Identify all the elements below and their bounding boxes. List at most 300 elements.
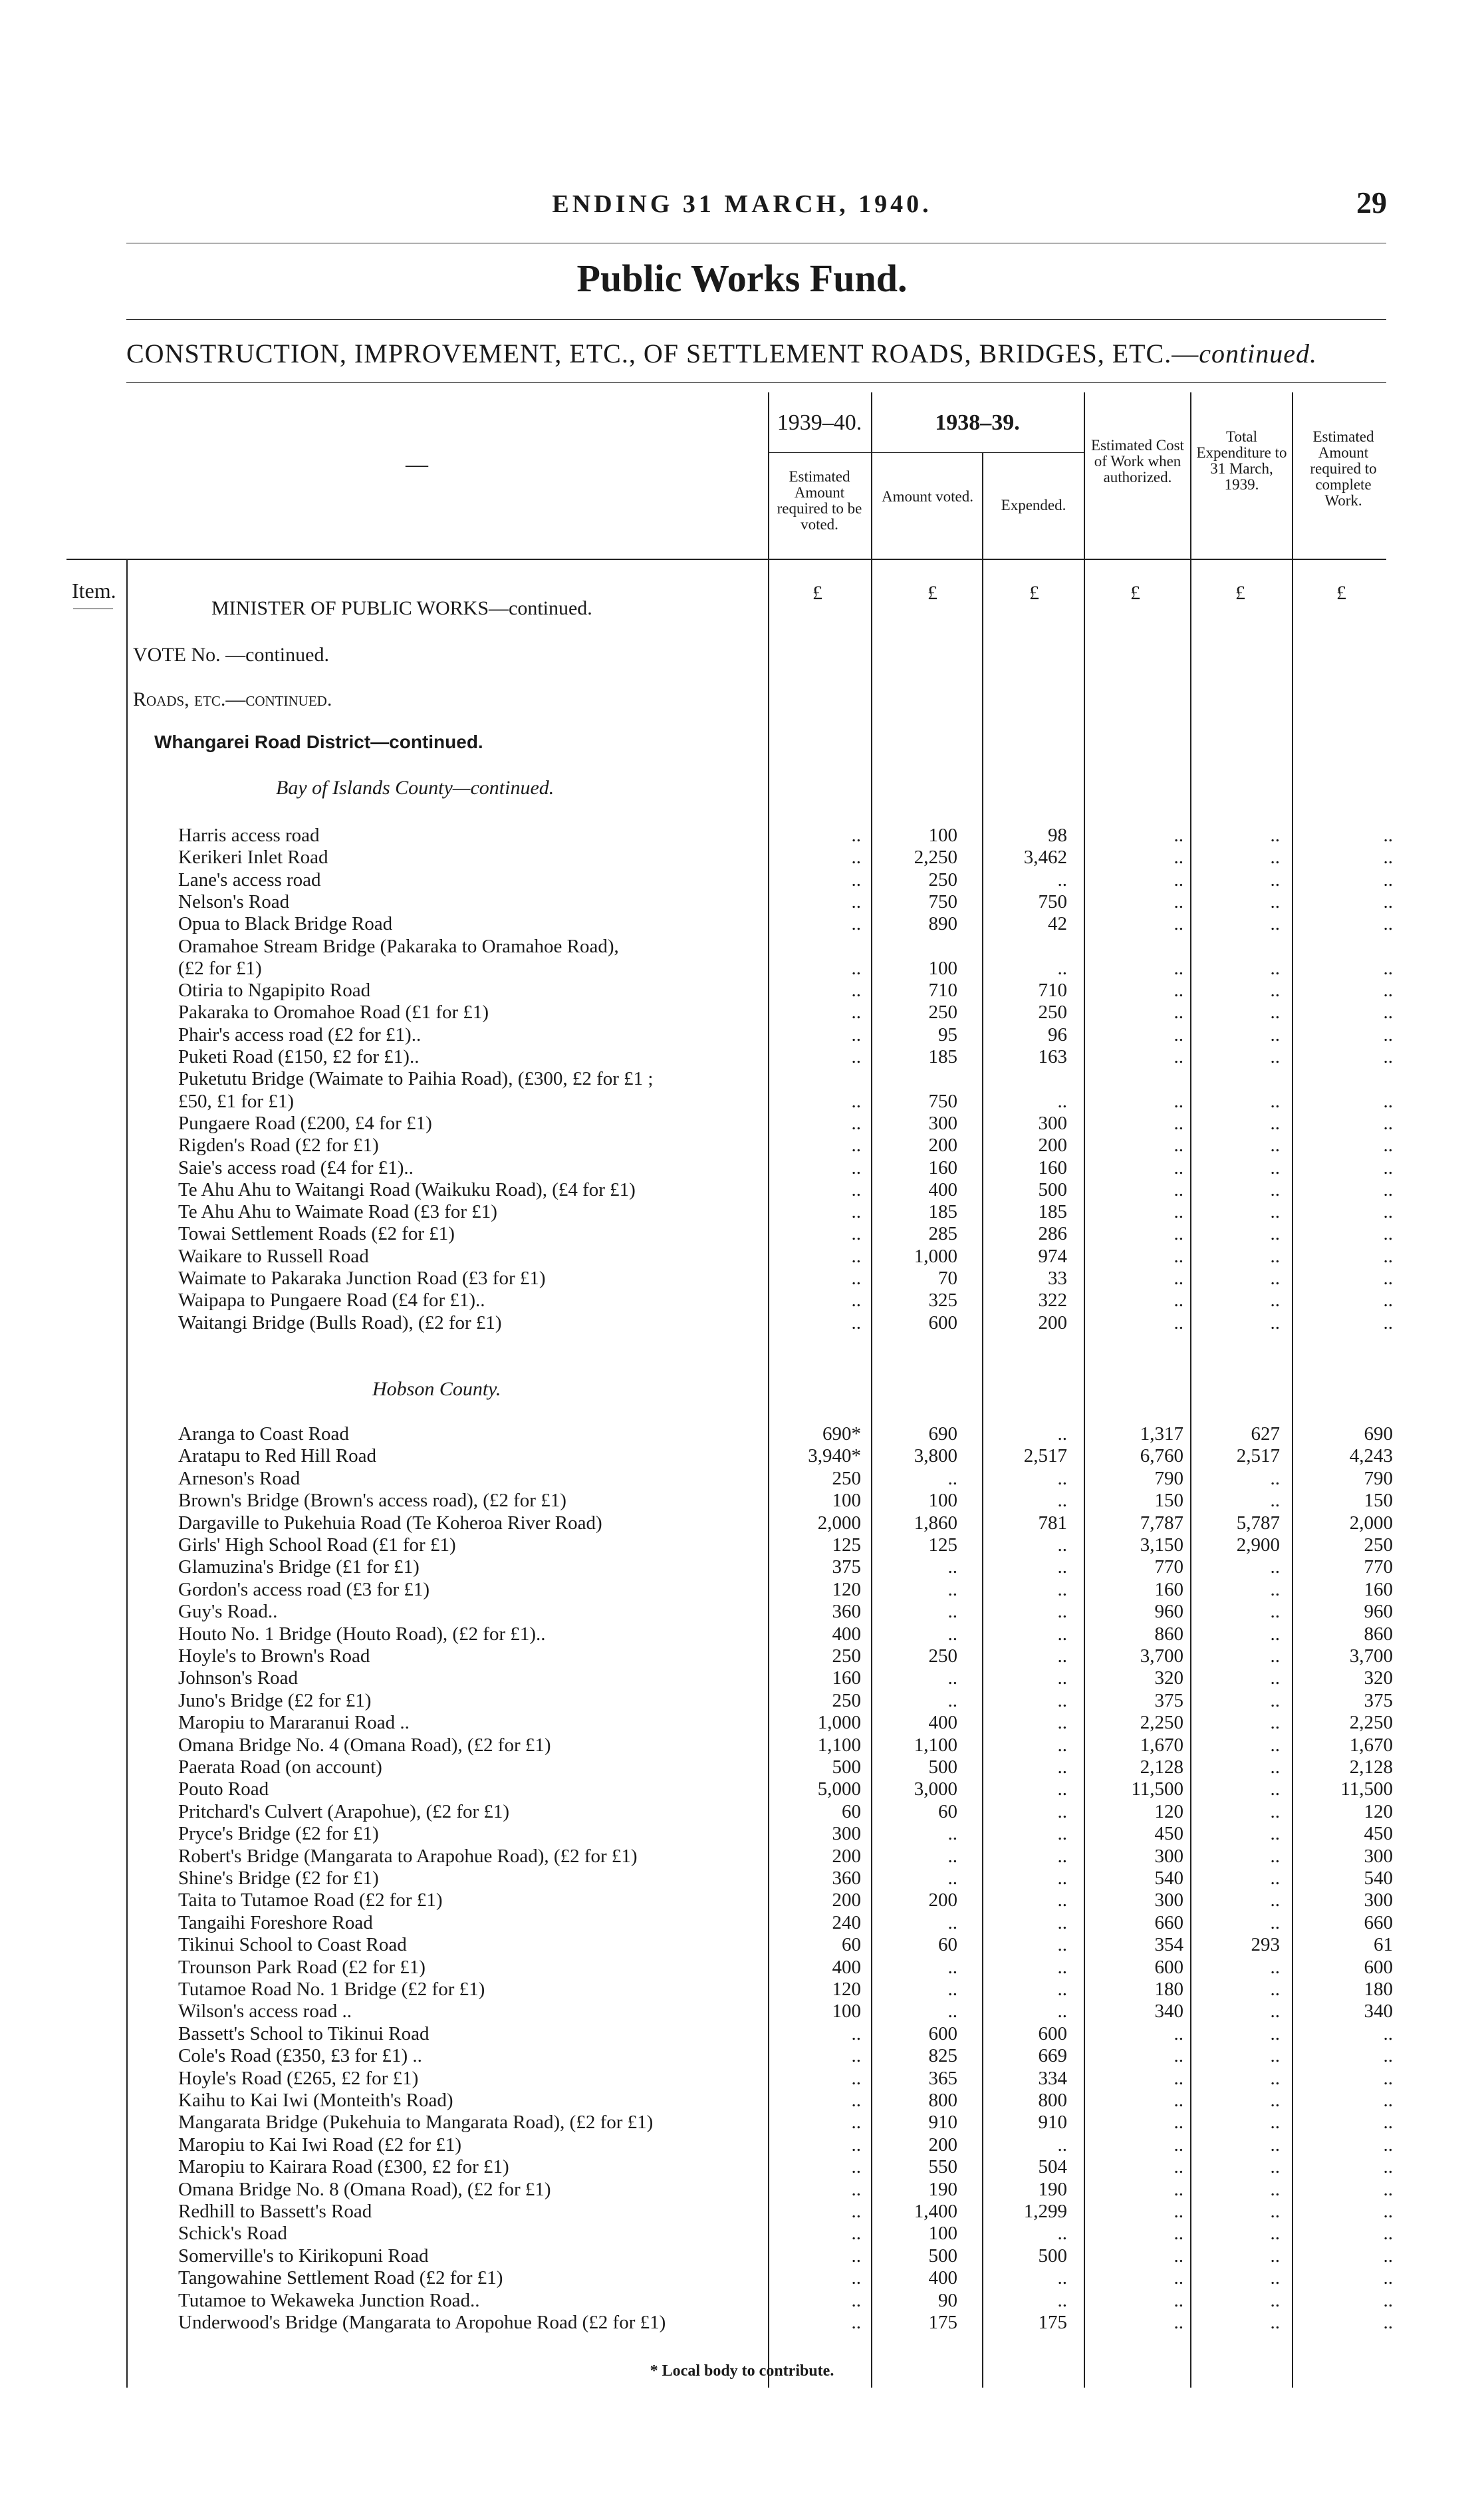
row-cell-c1: .. [851,2312,861,2333]
row-cell-c1: .. [851,2267,861,2289]
row-cell-c5: .. [1270,1712,1280,1734]
row-cell-c1: 60 [842,1934,861,1956]
row-item-name: Wilson's access road .. [178,2001,352,2022]
row-cell-c1: 300 [832,1823,861,1845]
row-cell-c2: 200 [928,1889,957,1911]
table-row [0,2156,1484,2178]
row-cell-c3: 200 [1038,1312,1067,1333]
row-item-name: Arneson's Road [178,1467,301,1489]
col-head-expended: Expended. [1001,497,1066,513]
header-dash: — [406,452,428,477]
row-cell-c3: 200 [1038,1135,1067,1157]
row-cell-c3: 504 [1038,2156,1067,2178]
table-row [0,825,1484,847]
row-cell-c6: 340 [1364,2001,1393,2022]
row-cell-c5: 5,787 [1236,1512,1280,1534]
table-row [0,1957,1484,1979]
row-cell-c1: 100 [832,1490,861,1512]
row-cell-c3: .. [1057,1645,1067,1667]
row-cell-c6: 4,243 [1349,1445,1393,1467]
row-cell-c3: 163 [1038,1046,1067,1067]
row-cell-c1: .. [851,869,861,891]
row-cell-c1: 1,000 [817,1712,861,1734]
row-cell-c3: .. [1057,1778,1067,1800]
row-cell-c1: 200 [832,1845,861,1867]
row-cell-c5: .. [1270,1800,1280,1822]
table-row [0,1778,1484,1800]
row-cell-c1: 400 [832,1623,861,1645]
bay-county-heading: Bay of Islands County—continued. [276,777,555,799]
row-cell-c6: .. [1383,869,1393,891]
row-cell-c3: 974 [1038,1245,1067,1267]
row-cell-c6: 790 [1364,1467,1393,1489]
row-cell-c6: .. [1383,1046,1393,1067]
row-item-name: Tutamoe to Wekaweka Junction Road.. [178,2289,480,2311]
row-cell-c6: 120 [1364,1800,1393,1822]
table-row [0,1645,1484,1667]
table-row [0,2267,1484,2289]
row-cell-c1: 375 [832,1556,861,1578]
row-cell-c2: 365 [928,2067,957,2089]
row-cell-c3: 910 [1038,2112,1067,2134]
row-cell-c5: .. [1270,1024,1280,1045]
row-item-name: Shine's Bridge (£2 for £1) [178,1868,379,1889]
row-cell-c1: .. [851,2134,861,2156]
table-row [0,1823,1484,1845]
row-cell-c3: 500 [1038,1179,1067,1200]
row-cell-c1: .. [851,1312,861,1333]
row-cell-c6: 690 [1364,1423,1393,1445]
row-cell-c1: 200 [832,1889,861,1911]
row-cell-c4: 3,700 [1140,1645,1183,1667]
row-cell-c4: .. [1174,1135,1183,1157]
row-cell-c3: 185 [1038,1201,1067,1223]
row-cell-c2: .. [947,1845,957,1867]
row-item-name: Waikare to Russell Road [178,1245,369,1267]
table-row [0,1490,1484,1512]
row-item-name: Houto No. 1 Bridge (Houto Road), (£2 for £1).. [178,1623,546,1645]
row-cell-c1: 5,000 [817,1778,861,1800]
row-cell-c2: 1,000 [914,1245,957,1267]
row-cell-c3: 300 [1038,1112,1067,1134]
row-cell-c6: .. [1383,2090,1393,2111]
row-cell-c5: .. [1270,2201,1280,2222]
row-cell-c3: 286 [1038,1223,1067,1245]
row-cell-c2: 250 [928,869,957,891]
row-cell-c2: .. [947,1911,957,1933]
row-cell-c4: 3,150 [1140,1534,1183,1556]
table-row [0,1157,1484,1179]
row-cell-c5: .. [1270,1135,1280,1157]
row-cell-c6: .. [1383,1201,1393,1223]
row-cell-c4: .. [1174,847,1183,869]
row-cell-c5: .. [1270,1245,1280,1267]
row-cell-c6: .. [1383,1002,1393,1024]
row-item-name: Hoyle's to Brown's Road [178,1645,370,1667]
table-row [0,1868,1484,1889]
row-cell-c4: .. [1174,2201,1183,2222]
row-cell-c4: 1,317 [1140,1423,1183,1445]
row-cell-c3: 2,517 [1023,1445,1067,1467]
row-cell-c4: 320 [1154,1667,1183,1689]
pound-c5: £ [1235,582,1245,604]
hobson-county-heading: Hobson County. [372,1378,501,1400]
row-cell-c4: 2,128 [1140,1756,1183,1778]
pound-c1: £ [812,582,822,604]
table-row [0,1735,1484,1756]
row-cell-c6: 180 [1364,1979,1393,2000]
row-cell-c5: .. [1270,1956,1280,1978]
row-cell-c4: 660 [1154,1911,1183,1933]
row-cell-c2: 550 [928,2156,957,2178]
row-cell-c5: .. [1270,847,1280,869]
row-cell-c4: .. [1174,1179,1183,1200]
row-item-name: Aranga to Coast Road [178,1423,349,1445]
row-cell-c6: .. [1383,2223,1393,2245]
row-item-name: Otiria to Ngapipito Road [178,980,371,1002]
row-cell-c5: .. [1270,2178,1280,2200]
row-cell-c4: .. [1174,1024,1183,1045]
row-item-name: Nelson's Road [178,891,290,912]
table-row [0,1934,1484,1956]
row-cell-c6: 660 [1364,1911,1393,1933]
rule-subtitle [126,382,1386,383]
row-cell-c4: .. [1174,891,1183,912]
table-row [0,1091,1484,1113]
item-label: Item. [72,579,116,603]
row-cell-c5: .. [1270,1868,1280,1889]
row-item-name: Brown's Bridge (Brown's access road), (£2 for £1) [178,1490,566,1512]
row-cell-c6: 3,700 [1349,1645,1393,1667]
row-cell-c1: 250 [832,1645,861,1667]
row-item-name: Dargaville to Pukehuia Road (Te Koheroa River Road) [178,1512,602,1534]
row-cell-c2: 2,250 [914,847,957,869]
row-cell-c6: .. [1383,1223,1393,1245]
row-cell-c4: .. [1174,1157,1183,1179]
row-cell-c2: 600 [928,1312,957,1333]
table-row [0,1846,1484,1868]
row-item-name: Harris access road [178,825,320,846]
row-item-name: Bassett's School to Tikinui Road [178,2022,430,2044]
col-head-estimated-voted: Estimated Amount required to be voted. [777,468,862,533]
row-cell-c2: .. [947,1467,957,1489]
row-cell-c5: .. [1270,869,1280,891]
year-1939-40: 1939–40. [777,410,862,435]
row-cell-c3: 42 [1048,913,1067,935]
row-cell-c5: .. [1270,1845,1280,1867]
table-row [0,913,1484,935]
row-cell-c1: 125 [832,1534,861,1556]
row-cell-c6: .. [1383,891,1393,912]
row-cell-c1: .. [851,1268,861,1289]
row-cell-c1: 160 [832,1667,861,1689]
row-cell-c4: .. [1174,1245,1183,1267]
row-cell-c4: 600 [1154,1956,1183,1978]
row-cell-c6: 860 [1364,1623,1393,1645]
row-cell-c5: 627 [1251,1423,1280,1445]
row-cell-c6: 2,128 [1349,1756,1393,1778]
row-cell-c1: 60 [842,1800,861,1822]
pound-c4: £ [1130,582,1140,604]
row-cell-c3: .. [1057,1934,1067,1956]
row-cell-c1: .. [851,1002,861,1024]
row-cell-c3: .. [1057,1845,1067,1867]
row-cell-c6: .. [1383,913,1393,935]
table-row [0,1623,1484,1645]
row-cell-c6: .. [1383,1312,1393,1333]
row-cell-c5: .. [1270,2022,1280,2044]
table-row [0,1801,1484,1823]
row-cell-c3: 3,462 [1023,847,1067,869]
table-row [0,869,1484,891]
row-item-name: Tutamoe Road No. 1 Bridge (£2 for £1) [178,1979,485,2000]
row-cell-c4: .. [1174,2022,1183,2044]
row-cell-c3: 160 [1038,1157,1067,1179]
row-cell-c4: .. [1174,2178,1183,2200]
row-cell-c5: .. [1270,2090,1280,2111]
row-cell-c5: .. [1270,1556,1280,1578]
pound-c2: £ [928,582,937,604]
row-cell-c4: .. [1174,1201,1183,1223]
district-heading: Whangarei Road District—continued. [154,732,483,752]
row-cell-c5: .. [1270,2312,1280,2333]
row-cell-c2: 910 [928,2112,957,2134]
row-cell-c3: .. [1057,2289,1067,2311]
row-cell-c2: 95 [938,1024,957,1045]
row-cell-c2: 1,100 [914,1734,957,1756]
table-row [0,1201,1484,1223]
row-cell-c6: 600 [1364,1956,1393,1978]
row-cell-c4: 770 [1154,1556,1183,1578]
row-cell-c3: 669 [1038,2045,1067,2067]
row-cell-c5: .. [1270,1290,1280,1312]
row-cell-c2: 300 [928,1112,957,1134]
row-cell-c3: .. [1057,2001,1067,2022]
table-row [0,1512,1484,1534]
table-row [0,847,1484,869]
row-cell-c3: .. [1057,1734,1067,1756]
row-cell-c2: 175 [928,2312,957,2333]
row-cell-c2: 185 [928,1201,957,1223]
row-cell-c3: 781 [1038,1512,1067,1534]
row-cell-c6: .. [1383,1090,1393,1112]
row-cell-c1: .. [851,2289,861,2311]
row-cell-c2: .. [947,1868,957,1889]
table-row [0,2090,1484,2112]
row-cell-c3: .. [1057,1578,1067,1600]
row-cell-c2: 250 [928,1002,957,1024]
row-cell-c4: 7,787 [1140,1512,1183,1534]
row-cell-c3: .. [1057,869,1067,891]
row-item-name: Johnson's Road [178,1667,299,1689]
table-row [0,1024,1484,1046]
row-item-name: Te Ahu Ahu to Waitangi Road (Waikuku Road), (£4 for £1) [178,1179,636,1200]
row-cell-c1: .. [851,847,861,869]
row-cell-c4: .. [1174,2312,1183,2333]
row-cell-c1: 120 [832,1578,861,1600]
row-cell-c4: 450 [1154,1823,1183,1845]
row-cell-c2: .. [947,2001,957,2022]
row-cell-c3: .. [1057,1623,1067,1645]
row-cell-c5: .. [1270,2223,1280,2245]
row-cell-c5: .. [1270,1312,1280,1333]
row-cell-c1: .. [851,1157,861,1179]
row-cell-c5: .. [1270,2156,1280,2178]
row-item-name: £50, £1 for £1) [178,1090,294,1112]
row-item-name: Cole's Road (£350, £3 for £1) .. [178,2045,422,2067]
row-cell-c1: .. [851,1090,861,1112]
row-cell-c5: .. [1270,1911,1280,1933]
row-cell-c2: 400 [928,1712,957,1734]
row-cell-c5: .. [1270,891,1280,912]
row-cell-c6: 2,250 [1349,1712,1393,1734]
row-cell-c5: .. [1270,1689,1280,1711]
row-item-name: Te Ahu Ahu to Waimate Road (£3 for £1) [178,1201,497,1223]
table-row [0,1068,1484,1090]
row-item-name: Maropiu to Mararanui Road .. [178,1712,410,1734]
row-cell-c2: 200 [928,2134,957,2156]
subtitle-continued: continued. [1199,339,1317,368]
row-cell-c6: 11,500 [1340,1778,1393,1800]
row-cell-c3: .. [1057,2223,1067,2245]
row-cell-c5: .. [1270,913,1280,935]
row-cell-c2: 325 [928,1290,957,1312]
row-cell-c6: .. [1383,847,1393,869]
row-cell-c2: 100 [928,1490,957,1512]
row-cell-c1: .. [851,2245,861,2267]
row-cell-c4: .. [1174,2045,1183,2067]
row-cell-c6: .. [1383,2267,1393,2289]
row-cell-c5: .. [1270,1157,1280,1179]
row-cell-c6: .. [1383,2134,1393,2156]
row-cell-c2: 600 [928,2022,957,2044]
col-head-amount-voted: Amount voted. [882,488,973,505]
row-cell-c5: .. [1270,825,1280,846]
row-cell-c3: 600 [1038,2022,1067,2044]
rule-title [126,319,1386,320]
row-item-name: Hoyle's Road (£265, £2 for £1) [178,2067,419,2089]
row-cell-c1: 3,940* [808,1445,861,1467]
row-cell-c6: .. [1383,1268,1393,1289]
row-cell-c5: .. [1270,1090,1280,1112]
row-cell-c5: .. [1270,1823,1280,1845]
row-cell-c5: .. [1270,1223,1280,1245]
row-cell-c2: 710 [928,980,957,1002]
row-cell-c5: .. [1270,2001,1280,2022]
row-cell-c4: 540 [1154,1868,1183,1889]
row-cell-c1: .. [851,1112,861,1134]
row-cell-c3: .. [1057,1556,1067,1578]
row-cell-c5: .. [1270,957,1280,979]
row-cell-c5: .. [1270,1756,1280,1778]
row-cell-c2: 1,400 [914,2201,957,2222]
row-cell-c1: 250 [832,1467,861,1489]
row-cell-c5: .. [1270,1778,1280,1800]
row-cell-c2: .. [947,1601,957,1623]
row-cell-c4: 300 [1154,1889,1183,1911]
row-cell-c3: .. [1057,1423,1067,1445]
row-cell-c4: .. [1174,1112,1183,1134]
table-row [0,1690,1484,1712]
row-cell-c1: 690* [822,1423,861,1445]
row-cell-c4: 180 [1154,1979,1183,2000]
row-item-name: Waipapa to Pungaere Road (£4 for £1).. [178,1290,485,1312]
row-cell-c2: 100 [928,825,957,846]
row-cell-c5: .. [1270,1046,1280,1067]
row-item-name: Omana Bridge No. 4 (Omana Road), (£2 for £1) [178,1734,551,1756]
row-cell-c4: 375 [1154,1689,1183,1711]
table-row [0,891,1484,913]
table-row [0,2023,1484,2045]
row-cell-c6: 1,670 [1349,1734,1393,1756]
table-row [0,1113,1484,1135]
row-cell-c5: .. [1270,1002,1280,1024]
row-cell-c4: 6,760 [1140,1445,1183,1467]
table-row [0,1889,1484,1911]
row-cell-c5: 2,900 [1236,1534,1280,1556]
row-cell-c3: 710 [1038,980,1067,1002]
row-cell-c3: 322 [1038,1290,1067,1312]
section-subtitle [126,338,1317,369]
row-cell-c3: 750 [1038,891,1067,912]
row-cell-c1: .. [851,1046,861,1067]
row-cell-c5: .. [1270,1734,1280,1756]
row-cell-c1: 360 [832,1868,861,1889]
row-cell-c1: .. [851,2045,861,2067]
row-cell-c5: .. [1270,2245,1280,2267]
row-cell-c4: 300 [1154,1845,1183,1867]
row-cell-c1: 500 [832,1756,861,1778]
row-cell-c1: .. [851,1179,861,1200]
row-cell-c2: 190 [928,2178,957,2200]
page-number: 29 [1356,186,1387,219]
table-row [0,1290,1484,1312]
table-row [0,1312,1484,1334]
row-cell-c6: 300 [1364,1889,1393,1911]
row-cell-c1: 250 [832,1689,861,1711]
row-cell-c5: .. [1270,1201,1280,1223]
table-row [0,980,1484,1002]
row-cell-c5: .. [1270,1979,1280,2000]
table-row [0,1002,1484,1024]
row-cell-c4: .. [1174,1290,1183,1312]
row-cell-c1: .. [851,957,861,979]
row-cell-c5: .. [1270,1490,1280,1512]
row-item-name: Towai Settlement Roads (£2 for £1) [178,1223,455,1245]
row-cell-c5: .. [1270,2112,1280,2134]
row-item-name: Tikinui School to Coast Road [178,1934,407,1956]
row-item-name: Rigden's Road (£2 for £1) [178,1135,379,1157]
row-cell-c5: .. [1270,1179,1280,1200]
row-item-name: Somerville's to Kirikopuni Road [178,2245,429,2267]
row-cell-c1: .. [851,2090,861,2111]
row-cell-c2: .. [947,1689,957,1711]
row-item-name: Pouto Road [178,1778,269,1800]
row-cell-c3: 33 [1048,1268,1067,1289]
row-cell-c1: 1,100 [817,1734,861,1756]
row-cell-c2: 825 [928,2045,957,2067]
row-cell-c1: .. [851,1290,861,1312]
row-cell-c6: .. [1383,2112,1393,2134]
row-cell-c4: 340 [1154,2001,1183,2022]
row-cell-c5: .. [1270,1667,1280,1689]
table-row [0,1667,1484,1689]
row-cell-c3: 96 [1048,1024,1067,1045]
col-head-complete-work: Estimated Amount required to complete Work. [1310,428,1377,509]
row-cell-c4: 160 [1154,1578,1183,1600]
row-cell-c3: .. [1057,1956,1067,1978]
row-cell-c2: 60 [938,1800,957,1822]
